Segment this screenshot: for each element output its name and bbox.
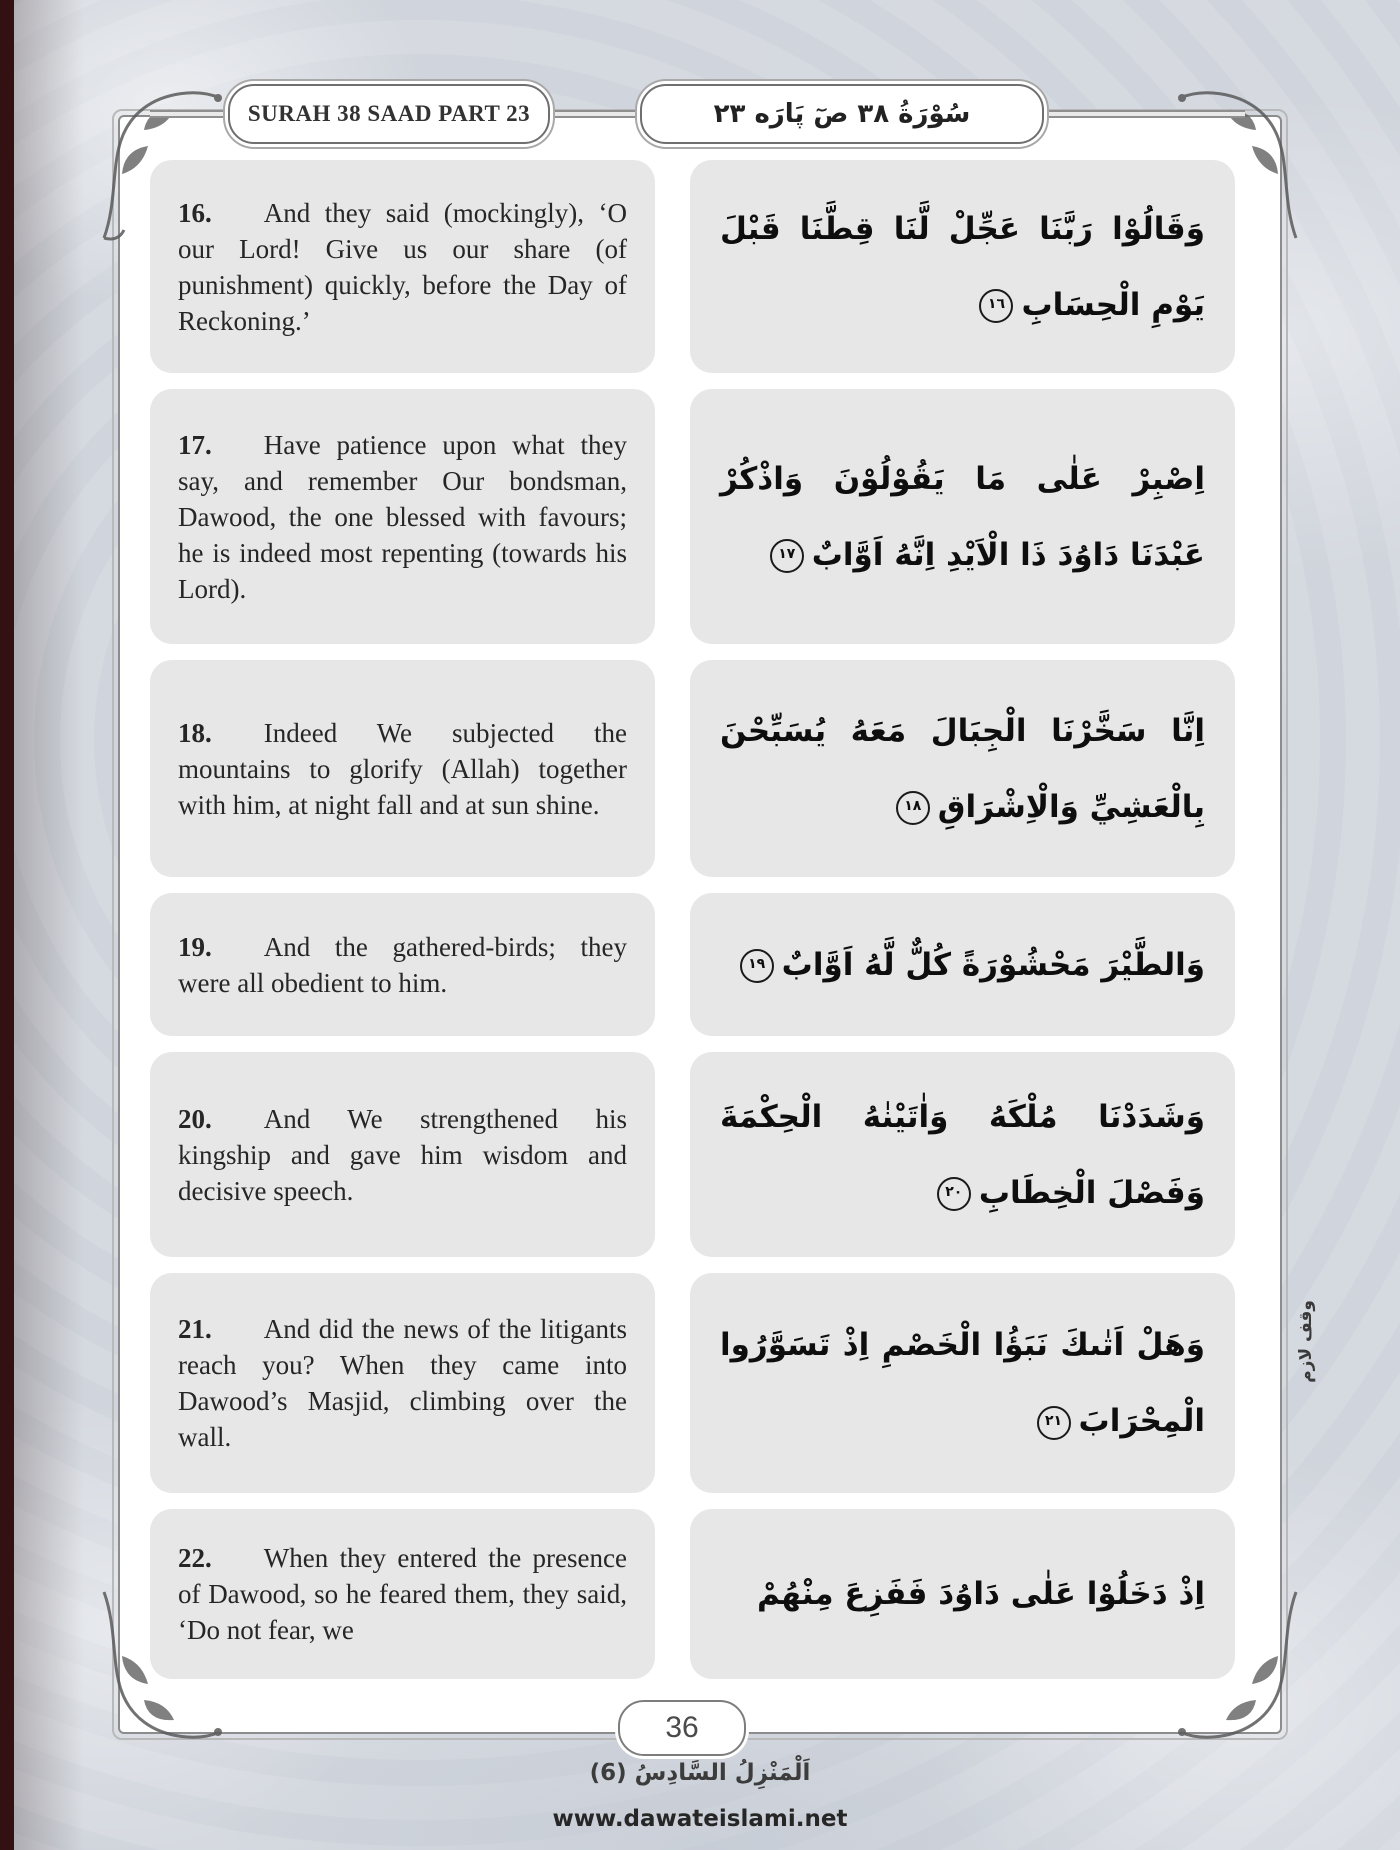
verse-number: 20.	[178, 1103, 212, 1134]
verse-arabic-box	[690, 1052, 1235, 1257]
verse-english-box	[150, 389, 655, 644]
verse-arabic-box	[690, 389, 1235, 644]
book-spine-strip	[0, 0, 14, 1850]
verse-arabic-paragraph	[690, 1299, 1235, 1467]
ayah-end-circle: ١٩	[740, 949, 774, 983]
verse-english-box	[150, 1273, 655, 1493]
verse-arabic-box	[690, 1509, 1235, 1679]
verse-arabic-paragraph	[690, 433, 1235, 601]
ayah-end-circle: ١٧	[770, 539, 804, 573]
verse-english-paragraph	[150, 705, 655, 833]
verse-arabic-text: اِنَّا سَخَّرْنَا الْجِبَالَ مَعَهُ يُسَبِّحْنَ بِالْعَشِيِّ وَالْاِشْرَاقِ	[720, 712, 1205, 825]
verse-row	[150, 1273, 1235, 1493]
verse-english-paragraph	[150, 1530, 655, 1658]
verse-row	[150, 1509, 1235, 1679]
verse-arabic-text: اِصْبِرْ عَلٰى مَا يَقُوْلُوْنَ وَاذْكُرْ عَبْدَنَا دَاوُدَ ذَا الْاَيْدِ اِنَّهُ اَوَّابٌ	[720, 460, 1205, 573]
verse-number: 17.	[178, 429, 212, 460]
verse-english-paragraph	[150, 1301, 655, 1465]
verse-english-paragraph	[150, 919, 655, 1011]
verse-english-box	[150, 1509, 655, 1679]
verse-english-text: And did the news of the litigants reach you? When they came into Dawood’s Masjid, climbing over the wall.	[178, 1314, 627, 1452]
verse-row	[150, 389, 1235, 644]
verse-number: 19.	[178, 931, 212, 962]
verse-arabic-paragraph	[690, 1071, 1235, 1239]
verse-number: 16.	[178, 197, 212, 228]
verse-english-box	[150, 660, 655, 877]
verse-row	[150, 160, 1235, 373]
ayah-end-circle: ٢١	[1037, 1406, 1071, 1440]
verses-list	[150, 160, 1235, 1679]
verse-arabic-text: وَهَلْ اَتٰىكَ نَبَؤُا الْخَصْمِ اِذْ تَسَوَّرُوا الْمِحْرَابَ	[720, 1327, 1205, 1439]
ayah-end-circle: ١٦	[979, 289, 1013, 323]
verse-row	[150, 893, 1235, 1036]
waqf-margin-note: وقف لازم	[1296, 1300, 1316, 1383]
surah-title-english-label: SURAH 38 SAAD PART 23	[247, 101, 531, 126]
verse-arabic-box	[690, 160, 1235, 373]
verse-number: 21.	[178, 1314, 212, 1344]
verse-english-box	[150, 160, 655, 373]
page-number: 36	[665, 1711, 699, 1744]
verse-arabic-text: اِذْ دَخَلُوْا عَلٰى دَاوُدَ فَفَزِعَ مِنْهُمْ	[756, 1576, 1205, 1612]
verse-number: 18.	[178, 717, 212, 748]
surah-title-english	[228, 84, 550, 144]
verse-english-box	[150, 1052, 655, 1257]
ayah-end-circle: ٢٠	[937, 1177, 971, 1211]
verse-english-text: And the gathered-birds; they were all obedient to him.	[178, 931, 627, 998]
verse-arabic-text: وَقَالُوْا رَبَّنَا عَجِّلْ لَّنَا قِطَّنَا قَبْلَ يَوْمِ الْحِسَابِ	[720, 210, 1205, 323]
verse-english-box	[150, 893, 655, 1036]
surah-title-arabic-label: سُوْرَةُ ٣٨ صٓ پَارَه ٢٣	[713, 99, 971, 129]
ayah-end-circle: ١٨	[896, 791, 930, 825]
surah-title-arabic	[640, 84, 1044, 144]
verse-arabic-paragraph	[690, 1548, 1235, 1640]
verse-row	[150, 660, 1235, 877]
spine-shadow	[14, 0, 84, 1850]
page-number-pill	[618, 1700, 746, 1756]
verse-arabic-paragraph	[690, 685, 1235, 853]
verse-arabic-box	[690, 660, 1235, 877]
manzil-label: اَلْمَنْزِلُ السَّادِسُ (6)	[589, 1760, 811, 1786]
verse-english-paragraph	[150, 185, 655, 349]
verse-arabic-box	[690, 1273, 1235, 1493]
verse-english-text: When they entered the presence of Dawood, so he feared them, they said, ‘Do not fear, we	[178, 1543, 627, 1645]
verse-english-text: Indeed We subjected the mountains to glorify (Allah) together with him, at night fall and at sun shine.	[178, 717, 627, 820]
verse-arabic-paragraph	[690, 183, 1235, 351]
verse-arabic-box	[690, 893, 1235, 1036]
verse-english-paragraph	[150, 417, 655, 617]
verse-english-text: Have patience upon what they say, and remember Our bondsman, Dawood, the one blessed with favours; he is indeed most repenting (towards his Lord).	[178, 429, 627, 604]
verse-arabic-text: وَشَدَدْنَا مُلْكَهُ وَاٰتَيْنٰهُ الْحِكْمَةَ وَفَصْلَ الْخِطَابِ	[720, 1098, 1205, 1211]
website-url: www.dawateislami.net	[552, 1806, 848, 1832]
verse-arabic-paragraph	[690, 919, 1235, 1011]
verse-english-text: And they said (mockingly), ‘O our Lord! Give us our share (of punishment) quickly, before the Day of Reckoning.’	[178, 197, 627, 336]
verse-row	[150, 1052, 1235, 1257]
verse-english-text: And We strengthened his kingship and gave him wisdom and decisive speech.	[178, 1103, 627, 1206]
verse-english-paragraph	[150, 1091, 655, 1219]
verse-arabic-text: وَالطَّيْرَ مَحْشُوْرَةً كُلٌّ لَّهُ اَوَّابٌ	[781, 946, 1205, 983]
verse-number: 22.	[178, 1543, 212, 1573]
